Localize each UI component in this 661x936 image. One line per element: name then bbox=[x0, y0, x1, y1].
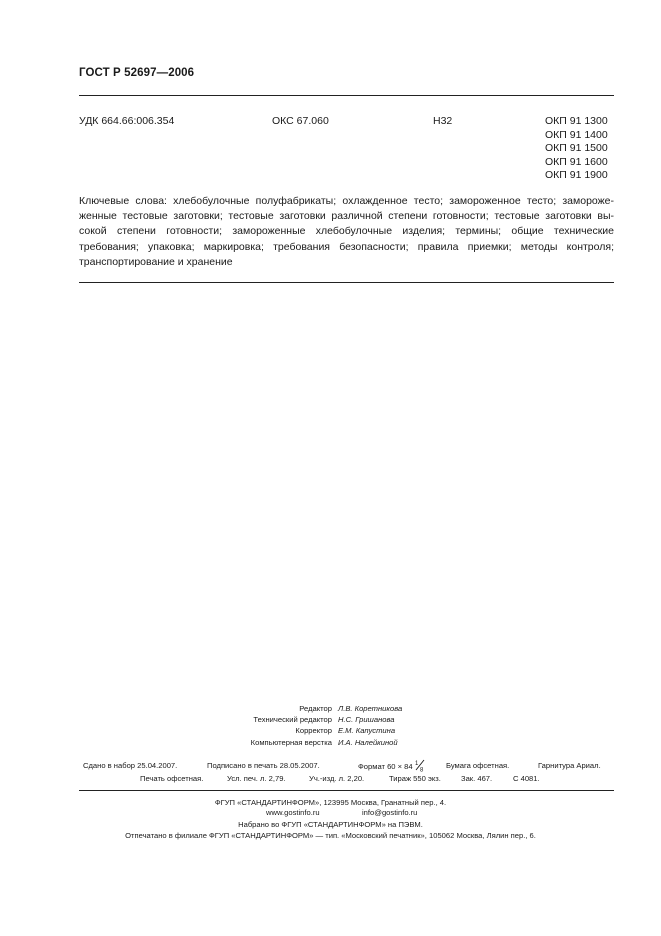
keywords-line: сокой степени готовности; замороженные хлебобулочные изделия; термины; общие технические bbox=[79, 225, 614, 238]
keywords-paragraph bbox=[79, 194, 614, 270]
format: Формат 60 × 84 1 8 bbox=[358, 761, 424, 772]
okp-codes bbox=[545, 115, 608, 183]
okp-code: ОКП 91 1300 bbox=[545, 115, 608, 127]
publisher-address: ФГУП «СТАНДАРТИНФОРМ», 123995 Москва, Гранатный пер., 4. bbox=[214, 798, 447, 807]
okp-code: ОКП 91 1400 bbox=[545, 128, 608, 141]
credit-name: Л.В. Коретникова bbox=[338, 704, 403, 713]
printed-note: Отпечатано в филиале ФГУП «СТАНДАРТИНФОРМ» — тип. «Московский печатник», 105062 Москва, Лялин пер., 6. bbox=[125, 831, 536, 840]
order-number: Зак. 467. bbox=[461, 774, 493, 783]
signed-date: Подписано в печать 28.05.2007. bbox=[207, 761, 320, 770]
set-date: Сдано в набор 25.04.2007. bbox=[83, 761, 178, 770]
keywords-line: требования; упаковка; маркировка; требования безопасности; правила приемки; методы контроля; bbox=[79, 240, 614, 253]
catalog-number: С 4081. bbox=[513, 774, 540, 783]
website-link[interactable]: www.gostinfo.ru bbox=[266, 808, 320, 817]
credit-name: Н.С. Гришанова bbox=[338, 715, 395, 725]
publishing-sheets: Уч.-изд. л. 2,20. bbox=[309, 774, 365, 783]
credit-role: Технический редактор bbox=[253, 715, 332, 725]
credit-row bbox=[0, 725, 661, 736]
keywords-line: Ключевые слова: хлебобулочные полуфабрикаты; охлажденное тесто; замороженное тесто; замороже- bbox=[79, 195, 614, 207]
typeset-note: Набрано во ФГУП «СТАНДАРТИНФОРМ» на ПЭВМ. bbox=[238, 820, 423, 829]
okp-code: ОКП 91 1500 bbox=[545, 142, 608, 155]
credits-block bbox=[0, 703, 661, 748]
oks-code: ОКС 67.060 bbox=[272, 115, 329, 127]
svg-text:1: 1 bbox=[414, 761, 419, 767]
credit-role: Компьютерная верстка bbox=[250, 737, 332, 747]
keywords-line: транспортирование и хранение bbox=[79, 255, 233, 268]
credit-row bbox=[0, 714, 661, 725]
credit-role: Корректор bbox=[295, 726, 332, 736]
keywords-line: женные тестовые заготовки; тестовые заготовки различной степени готовности; тестовые заготовки вы- bbox=[79, 210, 614, 223]
publisher-divider bbox=[79, 790, 614, 791]
credit-name: И.А. Налейкиной bbox=[338, 737, 398, 747]
svg-text:8: 8 bbox=[419, 767, 424, 772]
okp-code: ОКП 91 1600 bbox=[545, 155, 608, 168]
okp-code: ОКП 91 1900 bbox=[545, 169, 608, 182]
fraction-eighth bbox=[415, 759, 425, 771]
print-run: Тираж 550 экз. bbox=[389, 774, 441, 783]
standard-number: ГОСТ Р 52697—2006 bbox=[79, 67, 195, 79]
keywords-divider bbox=[79, 282, 614, 283]
typeface: Гарнитура Ариал. bbox=[538, 761, 601, 770]
top-divider bbox=[79, 95, 614, 96]
email-link[interactable]: info@gostinfo.ru bbox=[362, 808, 418, 817]
print-sheets: Усл. печ. л. 2,79. bbox=[227, 774, 286, 783]
udk-code: УДК 664.66:006.354 bbox=[79, 115, 175, 127]
credit-row bbox=[0, 737, 661, 748]
group-code: Н32 bbox=[433, 115, 453, 127]
paper-type: Бумага офсетная. bbox=[446, 761, 510, 770]
credit-row bbox=[0, 703, 661, 714]
print-method: Печать офсетная. bbox=[140, 774, 204, 783]
credit-name: Е.М. Капустина bbox=[338, 726, 396, 736]
credit-role: Редактор bbox=[299, 704, 332, 713]
